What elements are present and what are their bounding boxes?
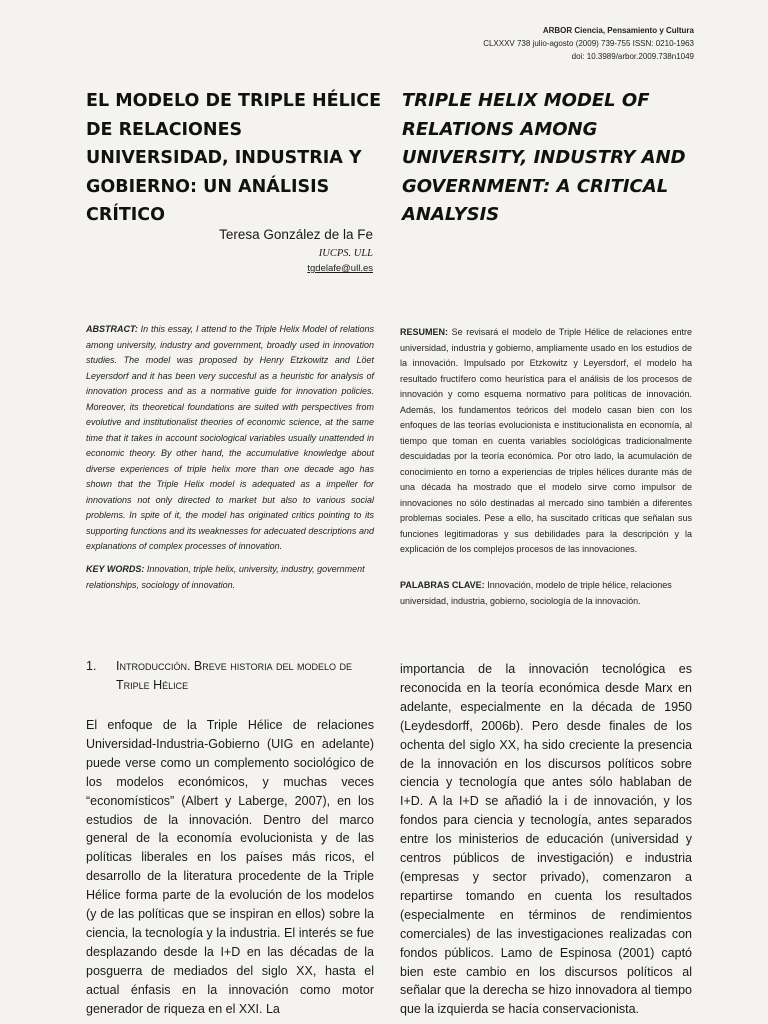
resumen-text: Se revisará el modelo de Triple Hélice de relaciones entre universidad, industria y gobierno, ampliamente usado en los estudios de la innovación. Impulsado por Etzkowitz y Leyersdorf, el modelo ha resultado fructífero como heurística para el análisis de los procesos de innovación y como esquema normativo para políticas de innovación. Además, los fundamentos teóricos del modelo casan bien con los enfoques de las teorías evolucionista e institucionalista en economía, al tiempo que toman en cuenta variables sociológicas tradicionalmente descuidadas por la teoría económica. Por otro lado, la acumulación de conocimiento en torno a experiencias de triples hélices durante más de una década ha mostrado que el modelo sirve como impulsor de innovaciones no sólo destinadas al mercado sino también a diferentes problemas sociales. Pese a ello, ha suscitado críticas que señalan sus funciones legitimadoras y sus debilidades para la descripción y la explicación de los complejos procesos de las innovaciones. [400,327,692,554]
author-email[interactable]: tgdelafe@ull.es [307,263,373,274]
section-number: 1. [86,659,97,673]
keywords [86,562,374,593]
resumen-label: RESUMEN: [400,327,449,337]
keywords-label: KEY WORDS: [86,564,145,574]
palabras-clave-label: PALABRAS CLAVE: [400,580,485,590]
doi: doi: 10.3989/arbor.2009.738n1049 [571,52,694,61]
issue-line: CLXXXV 738 julio-agosto (2009) 739-755 ISSN: 0210-1963 [483,39,694,48]
author-block [150,225,373,276]
section-title: Introducción. Breve historia del modelo de Triple Hélice [116,659,353,692]
palabras-clave-text: Innovación, modelo de triple hélice, relaciones universidad, industria, gobierno, sociología de la innovación. [400,580,672,606]
author-name: Teresa González de la Fe [219,227,373,242]
section-heading [86,657,374,695]
body-text-right: importancia de la innovación tecnológica es reconocida en la teoría económica desde Marx en adelante, especialmente en la década de 1950 (Leydesdorff, 2006b). Pero desde finales de los ochenta del siglo XX, ha sido creciente la presencia de la innovación en los discursos políticos sobre ciencia y tecnología que antes sólo hablaban de I+D. A la I+D se añadió la i de innovación, y los fondos para ciencia y tecnología, antes separados entre los ministerios de educación (universidad y centros públicos de investigación) e industria (empresas y sector privado), comenzaron a repartirse tomando en cuenta los resultados (especialmente en términos de rendimientos comerciales) de las investigaciones realizadas con fondos públicos. Lamo de Espinosa (2001) captó bien este cambio en los discursos políticos al señalar que la derecha se hizo innovadora al tiempo que la izquierda se hacía conservacionista. [400,662,692,1017]
abstract [86,322,374,555]
palabras-clave [400,578,692,609]
keywords-text: Innovation, triple helix, university, industry, government relationships, sociology of innovation. [86,564,365,590]
resumen [400,325,692,558]
title-english: TRIPLE HELIX MODEL OF RELATIONS AMONG UNIVERSITY, INDUSTRY AND GOVERNMENT: A CRITICAL ANALYSIS [402,90,686,225]
body-text-left: El enfoque de la Triple Hélice de relaciones Universidad-Industria-Gobierno (UIG en adelante) puede verse como un complemento sociológico de los modelos económicos, y muchas veces “economísticos” (Albert y Laberge, 2007), en los estudios de la innovación. Dentro del marco general de la economía evolucionista y de las políticas liberales en los países más ricos, el desarrollo de la literatura procedente de la Triple Hélice forma parte de la evolución de los modelos (y de las políticas que se inspiran en ellos) sobre la ciencia, la tecnología y la industria. El interés se fue desplazando desde la I+D en las décadas de la posguerra de mediados del siglo XX, hasta el actual énfasis en la innovación como motor generador de riqueza en el XXI. La [86,718,374,1016]
abstract-text: In this essay, I attend to the Triple Helix Model of relations among university, industry and government, broadly used in innovation studies. The model was proposed by Henry Etzkowitz and Löet Leyersdorf and it has been very succesful as a heuristic for analysis of innovation process and as a normative guide for innovation policies. Moreover, its theoretical foundations are suited with perspectives from evolutive and institutionalist theories of economic science, at the same time that it takes in account sociological variables usually unattended in economic theory. By other hand, the accumulative knowledge about diverse experiences of triple helix more than one decade ago has shown that the Triple Helix model is adequated as a impeller for innovations not only directed to market but also to various social problems. In spite of it, the model has originated critics pointing to its supporting functions and its weaknesses for adecuated descriptions and explanations of complex processes of innovation. [86,324,374,551]
journal-header [334,24,694,63]
author-affiliation: IUCPS. ULL [318,248,373,259]
abstract-label: ABSTRACT: [86,324,138,334]
journal-name: ARBOR Ciencia, Pensamiento y Cultura [542,26,694,35]
title-spanish: EL MODELO DE TRIPLE HÉLICE DE RELACIONES UNIVERSIDAD, INDUSTRIA Y GOBIERNO: UN ANÁLISIS CRÍTICO [86,91,382,225]
